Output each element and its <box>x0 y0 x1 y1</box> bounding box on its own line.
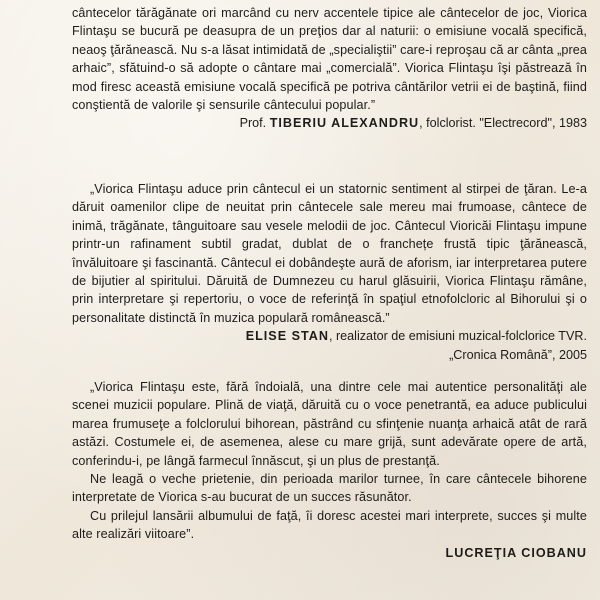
author-details: , folclorist. "Electrecord", 1983 <box>419 116 587 131</box>
author-name: TIBERIU ALEXANDRU <box>269 116 420 131</box>
quote-tiberiu-alexandru <box>72 4 587 133</box>
quote-paragraph-2: Ne leagă o veche prietenie, din perioada marilor turnee, în care cântecele bihorene interpretate de Viorica s-au bucurat de un succes răsunător. <box>72 472 587 505</box>
quote-signature <box>72 114 587 132</box>
quote-source: „Cronica Română”, 2005 <box>449 347 587 362</box>
author-prefix: Prof. <box>239 116 267 131</box>
quote-text: cântecelor tărăgănate ori marcând cu nerv accentele tipice ale cântecelor de joc, Viorica Flintaşu se bucură pe deasupra de un preţios dar al naturii: o emisiune vocală specifică, neaoş ţărănească. Nu s-a lăsat intimidată de „specialiştii” care-i reproşau că ar cânta „prea arhaic”, sfătuind-o să adopte o cântare mai „comercială”. Viorica Flintaşu îşi păstrează în mod firesc această emisiune vocală specifică pe potriva cântărilor vetrii ei de baştină, fiind conştientă de valorile şi sensurile cântecului popular.” <box>72 6 587 113</box>
quote-paragraph-1: „Viorica Flintaşu este, fără îndoială, una dintre cele mai autentice personalităţi ale scenei muzicii populare. Plină de viaţă, dăruită cu o voce penetrantă, ea aduce publicului marea frumuseţe a folclorului bihorean, păstrând cu sfinţenie nuanţa arhaică atât de rară astăzi. Costumele ei, de asemenea, alese cu mare grijă, sunt adevărate opere de artă, conferindu-i, pe lângă farmecul înnăscut, şi un plus de prestanţă. <box>72 380 587 468</box>
quote-paragraph-3: Cu prilejul lansării albumului de faţă, îi doresc acestei mari interprete, succes şi multe alte realizări viitoare”. <box>72 508 587 542</box>
author-name: LUCREŢIA CIOBANU <box>445 545 587 560</box>
author-name: ELISE STAN <box>245 329 329 344</box>
quote-signature <box>72 544 587 562</box>
author-details: , realizator de emisiuni muzical-folclorice TVR. <box>328 329 587 344</box>
quote-text: „Viorica Flintaşu aduce prin cântecul ei un statornic sentiment al stirpei de ţăran. Le-a dăruit oamenilor clipe de neuitat prin cântecele sale mereu mai frumoase, cântece de inimă, trăgănate, tânguitoare sau vesele melodii de joc. Cântecul Vioricăi Flintaşu impune printr-un rafinament subtil gradat, dublat de o franchețe frustă tipic ţărănească, învăluitoare şi fascinantă. Cântecul ei dobândeşte aură de aforism, iar interpretarea putere de bijutier al spiritului. Dăruită de Dumnezeu cu harul glăsuirii, Viorica Flintaşu rămâne, prin interpretare şi repertoriu, o voce de referinţă în spaţiul etnofolcloric al Bihorului şi o personalitate distinctă în muzica populară românească.” <box>72 182 587 325</box>
quote-lucretia-ciobanu <box>72 378 587 562</box>
quote-elise-stan <box>72 180 587 364</box>
quote-signature <box>72 327 587 345</box>
